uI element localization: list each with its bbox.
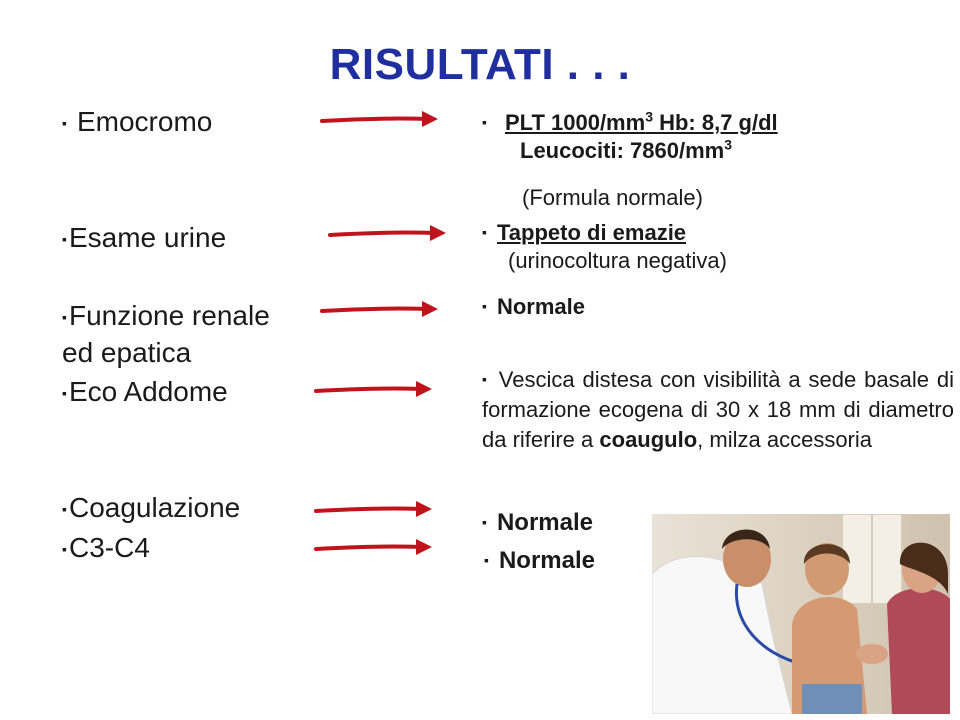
result-eco-bold: coaugulo <box>599 427 698 452</box>
item-esame-urine <box>62 220 226 257</box>
item-emocromo <box>62 104 212 141</box>
bullet-icon: ▪ <box>482 514 487 530</box>
bullet-icon: ▪ <box>62 541 67 557</box>
item-eco-addome-label: Eco Addome <box>68 376 228 407</box>
result-plt-text: PLT 1000/mm <box>504 110 646 135</box>
result-normale-renale: Normale <box>496 294 586 319</box>
item-funzione-renale <box>62 298 270 371</box>
result-esame-urine <box>482 218 727 275</box>
bullet-icon: ▪ <box>62 309 67 325</box>
item-eco-addome <box>62 374 228 411</box>
result-normale-coag: Normale <box>496 509 594 536</box>
arrow-right-icon <box>312 378 436 402</box>
result-plt-sup: 3 <box>645 108 653 125</box>
item-c3c4 <box>62 530 150 567</box>
arrow-right-icon <box>312 498 436 522</box>
item-emocromo-label: Emocromo <box>76 106 213 137</box>
result-hb-text: Hb: 8,7 g/dl <box>652 110 778 135</box>
result-tappeto: Tappeto di emazie <box>496 220 687 245</box>
bullet-icon: ▪ <box>482 224 487 240</box>
arrow-right-icon <box>318 298 442 322</box>
result-emocromo <box>482 108 942 165</box>
bullet-icon: ▪ <box>482 371 489 387</box>
item-esame-urine-label: Esame urine <box>68 222 227 253</box>
bullet-icon: ▪ <box>482 114 487 130</box>
result-coagulazione <box>482 508 593 537</box>
result-funzione-renale <box>482 292 585 321</box>
doctor-child-photo <box>652 514 950 714</box>
arrow-right-icon <box>326 222 450 246</box>
result-formula: (Formula normale) <box>522 185 703 210</box>
bullet-icon: ▪ <box>62 385 67 401</box>
item-funzione-renale-label: Funzione renale <box>68 300 270 331</box>
result-leucociti-sup: 3 <box>724 136 732 153</box>
result-eco-text: Vescica distesa con visibilità a sede basale di formazione ecogena di 30 x 18 mm di diametro da riferire a <box>482 367 954 452</box>
arrow-right-icon <box>318 108 442 132</box>
item-coagulazione-label: Coagulazione <box>68 492 241 523</box>
bullet-icon: ▪ <box>62 231 67 247</box>
item-c3c4-label: C3-C4 <box>68 532 150 563</box>
result-normale-c3c4: Normale <box>498 547 596 574</box>
bullet-icon: ▪ <box>62 501 67 517</box>
result-urinocoltura: (urinocoltura negativa) <box>508 248 727 273</box>
item-coagulazione <box>62 490 240 527</box>
arrow-right-icon <box>312 536 436 560</box>
page-title: RISULTATI . . . <box>329 40 631 89</box>
result-eco-addome <box>482 364 954 455</box>
result-eco-text-2: , milza accessoria <box>697 427 873 452</box>
bullet-icon: ▪ <box>484 552 489 568</box>
item-funzione-renale-label-2: ed epatica <box>62 337 192 368</box>
result-plt <box>505 110 778 135</box>
bullet-icon: ▪ <box>482 298 487 314</box>
result-leucociti: Leucociti: 7860/mm <box>520 138 725 163</box>
bullet-icon: ▪ <box>62 115 67 131</box>
result-c3c4 <box>484 546 595 575</box>
